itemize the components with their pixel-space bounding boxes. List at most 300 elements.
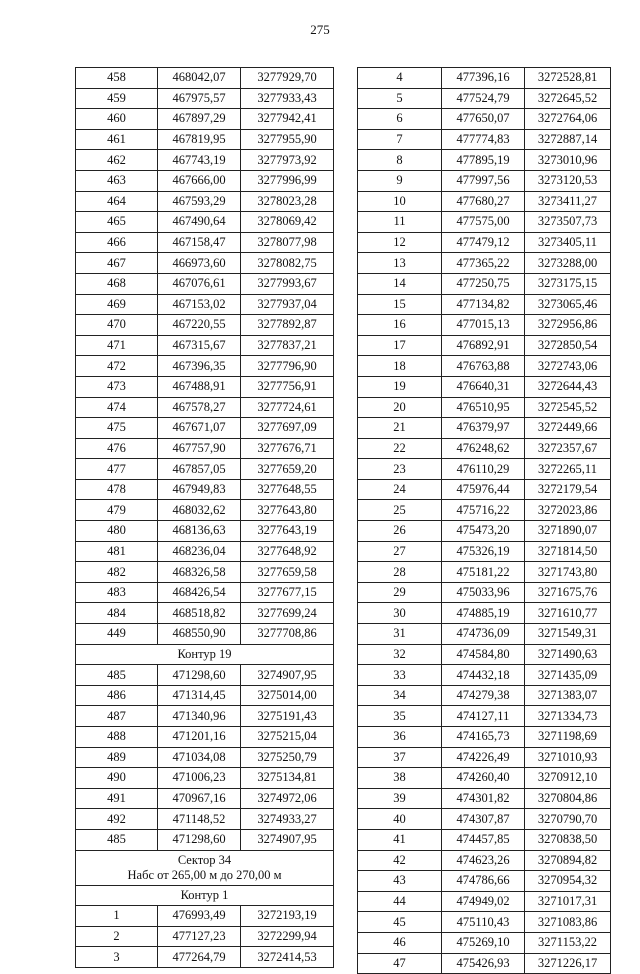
table-row bbox=[76, 418, 334, 439]
table-row bbox=[76, 926, 334, 947]
y-coordinate: 3277708,86 bbox=[241, 624, 334, 645]
x-coordinate: 467578,27 bbox=[158, 397, 241, 418]
y-coordinate: 3273288,00 bbox=[525, 253, 611, 274]
x-coordinate: 471006,23 bbox=[158, 768, 241, 789]
table-row bbox=[76, 273, 334, 294]
point-number: 481 bbox=[76, 541, 158, 562]
table-row bbox=[76, 788, 334, 809]
table-row bbox=[76, 809, 334, 830]
x-coordinate: 467220,55 bbox=[158, 315, 241, 336]
x-coordinate: 476248,62 bbox=[442, 438, 525, 459]
point-number: 38 bbox=[358, 768, 442, 789]
point-number: 476 bbox=[76, 438, 158, 459]
x-coordinate: 476379,97 bbox=[442, 418, 525, 439]
y-coordinate: 3277933,43 bbox=[241, 88, 334, 109]
x-coordinate: 474127,11 bbox=[442, 706, 525, 727]
contour-19-heading-line: Контур 19 bbox=[177, 646, 232, 661]
y-coordinate: 3277699,24 bbox=[241, 603, 334, 624]
point-number: 469 bbox=[76, 294, 158, 315]
x-coordinate: 466973,60 bbox=[158, 253, 241, 274]
y-coordinate: 3277942,41 bbox=[241, 109, 334, 130]
table-row bbox=[358, 665, 611, 686]
table-row bbox=[358, 582, 611, 603]
point-number: 472 bbox=[76, 356, 158, 377]
table-row bbox=[358, 685, 611, 706]
x-coordinate: 477015,13 bbox=[442, 315, 525, 336]
x-coordinate: 474260,40 bbox=[442, 768, 525, 789]
y-coordinate: 3270838,50 bbox=[525, 829, 611, 850]
point-number: 463 bbox=[76, 170, 158, 191]
table-row bbox=[358, 768, 611, 789]
x-coordinate: 467949,83 bbox=[158, 479, 241, 500]
x-coordinate: 477250,75 bbox=[442, 273, 525, 294]
point-number: 41 bbox=[358, 829, 442, 850]
table-row bbox=[76, 356, 334, 377]
x-coordinate: 467153,02 bbox=[158, 294, 241, 315]
x-coordinate: 467671,07 bbox=[158, 418, 241, 439]
x-coordinate: 467819,95 bbox=[158, 129, 241, 150]
x-coordinate: 476763,88 bbox=[442, 356, 525, 377]
x-coordinate: 468136,63 bbox=[158, 521, 241, 542]
table-row bbox=[358, 68, 611, 89]
y-coordinate: 3277973,92 bbox=[241, 150, 334, 171]
y-coordinate: 3275250,79 bbox=[241, 747, 334, 768]
point-number: 12 bbox=[358, 232, 442, 253]
table-row bbox=[76, 315, 334, 336]
point-number: 37 bbox=[358, 747, 442, 768]
x-coordinate: 474736,09 bbox=[442, 624, 525, 645]
table-row bbox=[76, 582, 334, 603]
y-coordinate: 3277837,21 bbox=[241, 335, 334, 356]
y-coordinate: 3272179,54 bbox=[525, 479, 611, 500]
x-coordinate: 474623,26 bbox=[442, 850, 525, 871]
sector-heading bbox=[76, 850, 334, 885]
x-coordinate: 477264,79 bbox=[158, 947, 241, 968]
point-number: 487 bbox=[76, 706, 158, 727]
point-number: 473 bbox=[76, 376, 158, 397]
point-number: 488 bbox=[76, 727, 158, 748]
y-coordinate: 3271017,31 bbox=[525, 891, 611, 912]
x-coordinate: 477650,07 bbox=[442, 109, 525, 130]
table-row bbox=[76, 212, 334, 233]
point-number: 10 bbox=[358, 191, 442, 212]
point-number: 25 bbox=[358, 500, 442, 521]
y-coordinate: 3272528,81 bbox=[525, 68, 611, 89]
x-coordinate: 475033,96 bbox=[442, 582, 525, 603]
y-coordinate: 3277724,61 bbox=[241, 397, 334, 418]
point-number: 4 bbox=[358, 68, 442, 89]
table-row bbox=[358, 88, 611, 109]
y-coordinate: 3273010,96 bbox=[525, 150, 611, 171]
point-number: 459 bbox=[76, 88, 158, 109]
x-coordinate: 477895,19 bbox=[442, 150, 525, 171]
table-row bbox=[358, 170, 611, 191]
table-row bbox=[76, 665, 334, 686]
x-coordinate: 474165,73 bbox=[442, 727, 525, 748]
table-row bbox=[358, 953, 611, 974]
y-coordinate: 3275014,00 bbox=[241, 685, 334, 706]
point-number: 475 bbox=[76, 418, 158, 439]
table-row bbox=[76, 335, 334, 356]
y-coordinate: 3277937,04 bbox=[241, 294, 334, 315]
table-row bbox=[76, 706, 334, 727]
sector-heading-row bbox=[76, 850, 334, 885]
point-number: 3 bbox=[76, 947, 158, 968]
table-row bbox=[358, 418, 611, 439]
table-row bbox=[358, 891, 611, 912]
table-row bbox=[76, 624, 334, 645]
y-coordinate: 3271490,63 bbox=[525, 644, 611, 665]
y-coordinate: 3271610,77 bbox=[525, 603, 611, 624]
y-coordinate: 3277648,55 bbox=[241, 479, 334, 500]
point-number: 18 bbox=[358, 356, 442, 377]
point-number: 468 bbox=[76, 273, 158, 294]
x-coordinate: 477127,23 bbox=[158, 926, 241, 947]
y-coordinate: 3270804,86 bbox=[525, 788, 611, 809]
contour-19-heading-row bbox=[76, 644, 334, 665]
y-coordinate: 3277996,99 bbox=[241, 170, 334, 191]
table-row bbox=[358, 438, 611, 459]
y-coordinate: 3278082,75 bbox=[241, 253, 334, 274]
point-number: 465 bbox=[76, 212, 158, 233]
table-row bbox=[358, 624, 611, 645]
x-coordinate: 468236,04 bbox=[158, 541, 241, 562]
table-row bbox=[76, 109, 334, 130]
table-row bbox=[358, 644, 611, 665]
point-number: 489 bbox=[76, 747, 158, 768]
y-coordinate: 3271890,07 bbox=[525, 521, 611, 542]
point-number: 34 bbox=[358, 685, 442, 706]
table-row bbox=[358, 932, 611, 953]
y-coordinate: 3271153,22 bbox=[525, 932, 611, 953]
y-coordinate: 3272743,06 bbox=[525, 356, 611, 377]
y-coordinate: 3273175,15 bbox=[525, 273, 611, 294]
x-coordinate: 468042,07 bbox=[158, 68, 241, 89]
point-number: 462 bbox=[76, 150, 158, 171]
x-coordinate: 474949,02 bbox=[442, 891, 525, 912]
y-coordinate: 3272449,66 bbox=[525, 418, 611, 439]
y-coordinate: 3271743,80 bbox=[525, 562, 611, 583]
x-coordinate: 477680,27 bbox=[442, 191, 525, 212]
y-coordinate: 3272193,19 bbox=[241, 906, 334, 927]
table-row bbox=[358, 809, 611, 830]
point-number: 44 bbox=[358, 891, 442, 912]
point-number: 16 bbox=[358, 315, 442, 336]
table-row bbox=[358, 356, 611, 377]
table-row bbox=[76, 397, 334, 418]
point-number: 484 bbox=[76, 603, 158, 624]
table-row bbox=[76, 727, 334, 748]
point-number: 470 bbox=[76, 315, 158, 336]
x-coordinate: 471298,60 bbox=[158, 829, 241, 850]
point-number: 11 bbox=[358, 212, 442, 233]
x-coordinate: 471034,08 bbox=[158, 747, 241, 768]
y-coordinate: 3277955,90 bbox=[241, 129, 334, 150]
y-coordinate: 3272956,86 bbox=[525, 315, 611, 336]
x-coordinate: 467757,90 bbox=[158, 438, 241, 459]
point-number: 40 bbox=[358, 809, 442, 830]
table-row bbox=[76, 747, 334, 768]
y-coordinate: 3274907,95 bbox=[241, 829, 334, 850]
y-coordinate: 3272545,52 bbox=[525, 397, 611, 418]
table-row bbox=[358, 232, 611, 253]
x-coordinate: 474307,87 bbox=[442, 809, 525, 830]
point-number: 477 bbox=[76, 459, 158, 480]
table-row bbox=[76, 541, 334, 562]
x-coordinate: 475473,20 bbox=[442, 521, 525, 542]
y-coordinate: 3273405,11 bbox=[525, 232, 611, 253]
x-coordinate: 475110,43 bbox=[442, 912, 525, 933]
point-number: 486 bbox=[76, 685, 158, 706]
y-coordinate: 3278023,28 bbox=[241, 191, 334, 212]
table-row bbox=[76, 603, 334, 624]
point-number: 7 bbox=[358, 129, 442, 150]
x-coordinate: 471201,16 bbox=[158, 727, 241, 748]
y-coordinate: 3272357,67 bbox=[525, 438, 611, 459]
table-row bbox=[358, 871, 611, 892]
table-row bbox=[76, 150, 334, 171]
table-row bbox=[358, 273, 611, 294]
table-row bbox=[358, 459, 611, 480]
table-row bbox=[358, 850, 611, 871]
y-coordinate: 3271334,73 bbox=[525, 706, 611, 727]
point-number: 478 bbox=[76, 479, 158, 500]
x-coordinate: 477134,82 bbox=[442, 294, 525, 315]
point-number: 471 bbox=[76, 335, 158, 356]
y-coordinate: 3271383,07 bbox=[525, 685, 611, 706]
y-coordinate: 3275215,04 bbox=[241, 727, 334, 748]
table-row bbox=[76, 562, 334, 583]
point-number: 26 bbox=[358, 521, 442, 542]
point-number: 33 bbox=[358, 665, 442, 686]
table-row bbox=[358, 253, 611, 274]
point-number: 490 bbox=[76, 768, 158, 789]
point-number: 449 bbox=[76, 624, 158, 645]
table-row bbox=[76, 500, 334, 521]
table-row bbox=[358, 788, 611, 809]
y-coordinate: 3278069,42 bbox=[241, 212, 334, 233]
point-number: 485 bbox=[76, 829, 158, 850]
point-number: 1 bbox=[76, 906, 158, 927]
table-row bbox=[76, 232, 334, 253]
table-row bbox=[76, 88, 334, 109]
y-coordinate: 3277676,71 bbox=[241, 438, 334, 459]
y-coordinate: 3271083,86 bbox=[525, 912, 611, 933]
x-coordinate: 477575,00 bbox=[442, 212, 525, 233]
table-row bbox=[76, 685, 334, 706]
point-number: 27 bbox=[358, 541, 442, 562]
point-number: 483 bbox=[76, 582, 158, 603]
x-coordinate: 467857,05 bbox=[158, 459, 241, 480]
y-coordinate: 3277929,70 bbox=[241, 68, 334, 89]
x-coordinate: 477774,83 bbox=[442, 129, 525, 150]
point-number: 6 bbox=[358, 109, 442, 130]
y-coordinate: 3274907,95 bbox=[241, 665, 334, 686]
table-row bbox=[358, 109, 611, 130]
table-row bbox=[358, 479, 611, 500]
point-number: 39 bbox=[358, 788, 442, 809]
point-number: 46 bbox=[358, 932, 442, 953]
x-coordinate: 477365,22 bbox=[442, 253, 525, 274]
point-number: 13 bbox=[358, 253, 442, 274]
x-coordinate: 474786,66 bbox=[442, 871, 525, 892]
x-coordinate: 468032,62 bbox=[158, 500, 241, 521]
table-row bbox=[358, 500, 611, 521]
x-coordinate: 471340,96 bbox=[158, 706, 241, 727]
point-number: 15 bbox=[358, 294, 442, 315]
point-number: 43 bbox=[358, 871, 442, 892]
y-coordinate: 3271010,93 bbox=[525, 747, 611, 768]
y-coordinate: 3272645,52 bbox=[525, 88, 611, 109]
table-row bbox=[358, 129, 611, 150]
x-coordinate: 474301,82 bbox=[442, 788, 525, 809]
y-coordinate: 3277648,92 bbox=[241, 541, 334, 562]
table-row bbox=[358, 706, 611, 727]
point-number: 47 bbox=[358, 953, 442, 974]
page-number: 275 bbox=[310, 22, 330, 37]
table-row bbox=[358, 829, 611, 850]
table-row bbox=[76, 191, 334, 212]
y-coordinate: 3272265,11 bbox=[525, 459, 611, 480]
x-coordinate: 468426,54 bbox=[158, 582, 241, 603]
y-coordinate: 3277643,19 bbox=[241, 521, 334, 542]
point-number: 21 bbox=[358, 418, 442, 439]
table-row bbox=[358, 335, 611, 356]
x-coordinate: 467897,29 bbox=[158, 109, 241, 130]
y-coordinate: 3270912,10 bbox=[525, 768, 611, 789]
x-coordinate: 467975,57 bbox=[158, 88, 241, 109]
table-row bbox=[76, 68, 334, 89]
x-coordinate: 476993,49 bbox=[158, 906, 241, 927]
table-row bbox=[76, 253, 334, 274]
table-row bbox=[358, 315, 611, 336]
point-number: 29 bbox=[358, 582, 442, 603]
point-number: 480 bbox=[76, 521, 158, 542]
point-number: 35 bbox=[358, 706, 442, 727]
table-row bbox=[358, 150, 611, 171]
point-number: 31 bbox=[358, 624, 442, 645]
point-number: 30 bbox=[358, 603, 442, 624]
x-coordinate: 477396,16 bbox=[442, 68, 525, 89]
x-coordinate: 474457,85 bbox=[442, 829, 525, 850]
contour-19-heading bbox=[76, 644, 334, 665]
point-number: 23 bbox=[358, 459, 442, 480]
y-coordinate: 3274972,06 bbox=[241, 788, 334, 809]
x-coordinate: 477524,79 bbox=[442, 88, 525, 109]
x-coordinate: 468518,82 bbox=[158, 603, 241, 624]
point-number: 491 bbox=[76, 788, 158, 809]
x-coordinate: 467488,91 bbox=[158, 376, 241, 397]
y-coordinate: 3271226,17 bbox=[525, 953, 611, 974]
table-row bbox=[76, 170, 334, 191]
point-number: 5 bbox=[358, 88, 442, 109]
x-coordinate: 476892,91 bbox=[442, 335, 525, 356]
x-coordinate: 475976,44 bbox=[442, 479, 525, 500]
x-coordinate: 474885,19 bbox=[442, 603, 525, 624]
point-number: 482 bbox=[76, 562, 158, 583]
y-coordinate: 3272764,06 bbox=[525, 109, 611, 130]
point-number: 458 bbox=[76, 68, 158, 89]
point-number: 2 bbox=[76, 926, 158, 947]
point-number: 45 bbox=[358, 912, 442, 933]
x-coordinate: 467743,19 bbox=[158, 150, 241, 171]
x-coordinate: 467158,47 bbox=[158, 232, 241, 253]
y-coordinate: 3270894,82 bbox=[525, 850, 611, 871]
table-row bbox=[76, 521, 334, 542]
point-number: 9 bbox=[358, 170, 442, 191]
coordinates-table-left bbox=[75, 67, 334, 968]
x-coordinate: 467490,64 bbox=[158, 212, 241, 233]
y-coordinate: 3277756,91 bbox=[241, 376, 334, 397]
point-number: 36 bbox=[358, 727, 442, 748]
x-coordinate: 467396,35 bbox=[158, 356, 241, 377]
point-number: 461 bbox=[76, 129, 158, 150]
x-coordinate: 476510,95 bbox=[442, 397, 525, 418]
table-row bbox=[76, 768, 334, 789]
y-coordinate: 3271435,09 bbox=[525, 665, 611, 686]
table-row bbox=[76, 294, 334, 315]
x-coordinate: 474226,49 bbox=[442, 747, 525, 768]
table-row bbox=[358, 603, 611, 624]
table-row bbox=[76, 376, 334, 397]
point-number: 22 bbox=[358, 438, 442, 459]
y-coordinate: 3277796,90 bbox=[241, 356, 334, 377]
table-row bbox=[358, 541, 611, 562]
point-number: 8 bbox=[358, 150, 442, 171]
point-number: 485 bbox=[76, 665, 158, 686]
point-number: 466 bbox=[76, 232, 158, 253]
table-row bbox=[76, 829, 334, 850]
x-coordinate: 467666,00 bbox=[158, 170, 241, 191]
y-coordinate: 3273507,73 bbox=[525, 212, 611, 233]
table-row bbox=[76, 947, 334, 968]
point-number: 19 bbox=[358, 376, 442, 397]
y-coordinate: 3270954,32 bbox=[525, 871, 611, 892]
sector-heading-line: Сектор 34 bbox=[177, 852, 232, 867]
x-coordinate: 468550,90 bbox=[158, 624, 241, 645]
x-coordinate: 467315,67 bbox=[158, 335, 241, 356]
point-number: 20 bbox=[358, 397, 442, 418]
y-coordinate: 3272644,43 bbox=[525, 376, 611, 397]
x-coordinate: 474584,80 bbox=[442, 644, 525, 665]
x-coordinate: 471148,52 bbox=[158, 809, 241, 830]
table-row bbox=[76, 438, 334, 459]
y-coordinate: 3277677,15 bbox=[241, 582, 334, 603]
y-coordinate: 3271198,69 bbox=[525, 727, 611, 748]
y-coordinate: 3271675,76 bbox=[525, 582, 611, 603]
table-row bbox=[76, 129, 334, 150]
table-row bbox=[76, 906, 334, 927]
x-coordinate: 471314,45 bbox=[158, 685, 241, 706]
y-coordinate: 3273065,46 bbox=[525, 294, 611, 315]
x-coordinate: 474279,38 bbox=[442, 685, 525, 706]
table-row bbox=[76, 459, 334, 480]
x-coordinate: 474432,18 bbox=[442, 665, 525, 686]
contour-1-heading-row bbox=[76, 885, 334, 906]
y-coordinate: 3273120,53 bbox=[525, 170, 611, 191]
x-coordinate: 467593,29 bbox=[158, 191, 241, 212]
x-coordinate: 467076,61 bbox=[158, 273, 241, 294]
y-coordinate: 3277892,87 bbox=[241, 315, 334, 336]
table-row bbox=[358, 397, 611, 418]
x-coordinate: 468326,58 bbox=[158, 562, 241, 583]
table-row bbox=[76, 479, 334, 500]
table-row bbox=[358, 191, 611, 212]
point-number: 464 bbox=[76, 191, 158, 212]
y-coordinate: 3271549,31 bbox=[525, 624, 611, 645]
x-coordinate: 477997,56 bbox=[442, 170, 525, 191]
table-row bbox=[358, 376, 611, 397]
